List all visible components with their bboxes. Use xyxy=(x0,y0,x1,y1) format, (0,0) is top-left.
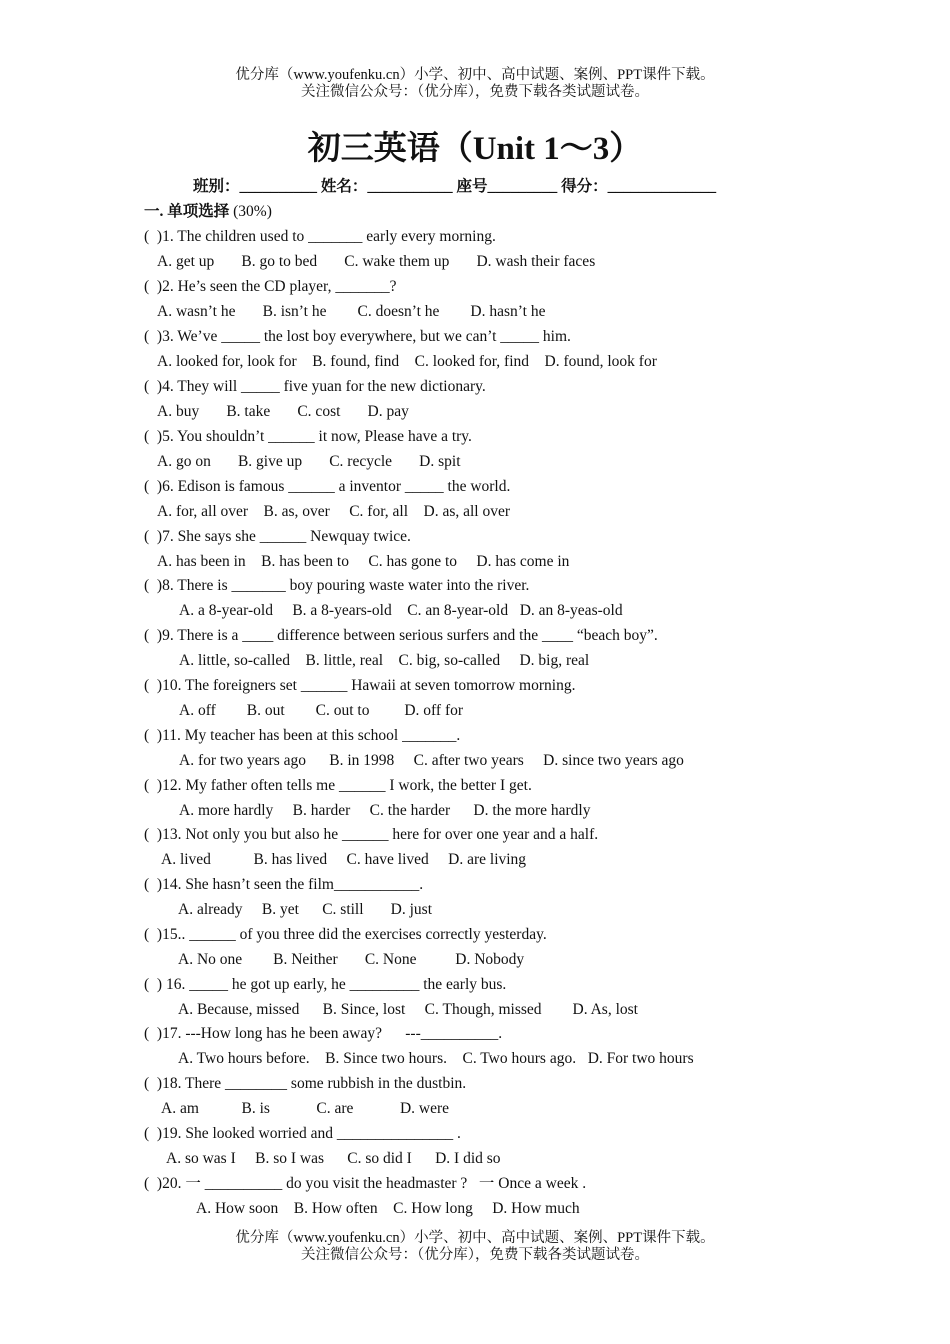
question-options: A. off B. out C. out to D. off for xyxy=(179,702,464,719)
question-stem: ( )4. They will _____ five yuan for the new dictionary. xyxy=(144,378,486,395)
question-stem: ( )19. She looked worried and _______________ . xyxy=(144,1125,461,1142)
section-points: (30%) xyxy=(229,203,272,220)
question-stem: ( )3. We’ve _____ the lost boy everywhere, but we can’t _____ him. xyxy=(144,328,571,345)
question-options: A. for two years ago B. in 1998 C. after two years D. since two years ago xyxy=(179,752,684,769)
header-line-2: 关注微信公众号：（优分库），免费下载各类试题试卷。 xyxy=(301,84,649,100)
section-heading xyxy=(144,202,272,222)
footer-line-2: 关注微信公众号：（优分库），免费下载各类试题试卷。 xyxy=(301,1247,649,1263)
question-options: A. go on B. give up C. recycle D. spit xyxy=(157,453,461,470)
header-line-1: 优分库（www.youfenku.cn）小学、初中、高中试题、案例、PPT课件下载。 xyxy=(235,67,715,83)
question-options: A. How soon B. How often C. How long D. How much xyxy=(196,1200,580,1217)
question-stem: ( )10. The foreigners set ______ Hawaii at seven tomorrow morning. xyxy=(144,677,576,694)
question-stem: ( )14. She hasn’t seen the film___________. xyxy=(144,876,424,893)
question-options: A. little, so-called B. little, real C. big, so-called D. big, real xyxy=(179,652,590,669)
question-stem: ( )5. You shouldn’t ______ it now, Please have a try. xyxy=(144,428,472,445)
question-options: A. so was I B. so I was C. so did I D. I did so xyxy=(166,1150,501,1167)
question-options: A. No one B. Neither C. None D. Nobody xyxy=(178,951,525,968)
question-options: A. lived B. has lived C. have lived D. are living xyxy=(161,851,527,868)
question-stem: ( )1. The children used to _______ early every morning. xyxy=(144,228,496,245)
question-options: A. get up B. go to bed C. wake them up D. wash their faces xyxy=(157,253,596,270)
question-stem: ( )13. Not only you but also he ______ here for over one year and a half. xyxy=(144,826,599,843)
question-options: A. for, all over B. as, over C. for, all D. as, all over xyxy=(157,503,511,520)
question-options: A. has been in B. has been to C. has gone to D. has come in xyxy=(157,553,570,570)
question-stem: ( )8. There is _______ boy pouring waste water into the river. xyxy=(144,577,530,594)
question-stem: ( )6. Edison is famous ______ a inventor _____ the world. xyxy=(144,478,511,495)
section-label: 一. 单项选择 xyxy=(144,203,230,220)
question-options: A. more hardly B. harder C. the harder D. the more hardly xyxy=(179,802,591,819)
question-options: A. wasn’t he B. isn’t he C. doesn’t he D. hasn’t he xyxy=(157,303,546,320)
question-stem: ( )15.. ______ of you three did the exercises correctly yesterday. xyxy=(144,926,547,943)
question-stem: ( )12. My father often tells me ______ I work, the better I get. xyxy=(144,777,532,794)
question-stem: ( )11. My teacher has been at this school _______. xyxy=(144,727,461,744)
question-stem: ( )2. He’s seen the CD player, _______? xyxy=(144,278,397,295)
question-options: A. a 8-year-old B. a 8-years-old C. an 8-year-old D. an 8-yeas-old xyxy=(179,602,623,619)
question-options: A. Because, missed B. Since, lost C. Though, missed D. As, lost xyxy=(178,1001,638,1018)
question-options: A. buy B. take C. cost D. pay xyxy=(157,403,409,420)
question-stem: ( )18. There ________ some rubbish in the dustbin. xyxy=(144,1075,467,1092)
question-stem: ( )20. 一 __________ do you visit the headmaster ? 一 Once a week . xyxy=(144,1175,587,1192)
page-header xyxy=(0,67,950,101)
student-info-line: 班别：__________ 姓名：___________ 座号_________ 得分：______________ xyxy=(193,178,717,195)
footer-line-1: 优分库（www.youfenku.cn）小学、初中、高中试题、案例、PPT课件下载。 xyxy=(235,1230,715,1246)
question-options: A. already B. yet C. still D. just xyxy=(178,901,433,918)
question-stem: ( )9. There is a ____ difference between serious surfers and the ____ “beach boy”. xyxy=(144,627,658,644)
page-footer xyxy=(0,1230,950,1264)
document-title: 初三英语（Unit 1～3） xyxy=(307,131,643,167)
question-stem: ( )17. ---How long has he been away? ---__________. xyxy=(144,1025,503,1042)
question-options: A. Two hours before. B. Since two hours. C. Two hours ago. D. For two hours xyxy=(178,1050,694,1067)
question-stem: ( )7. She says she ______ Newquay twice. xyxy=(144,528,411,545)
question-stem: ( ) 16. _____ he got up early, he _________ the early bus. xyxy=(144,976,507,993)
question-options: A. am B. is C. are D. were xyxy=(161,1100,449,1117)
question-options: A. looked for, look for B. found, find C. looked for, find D. found, look for xyxy=(157,353,657,370)
